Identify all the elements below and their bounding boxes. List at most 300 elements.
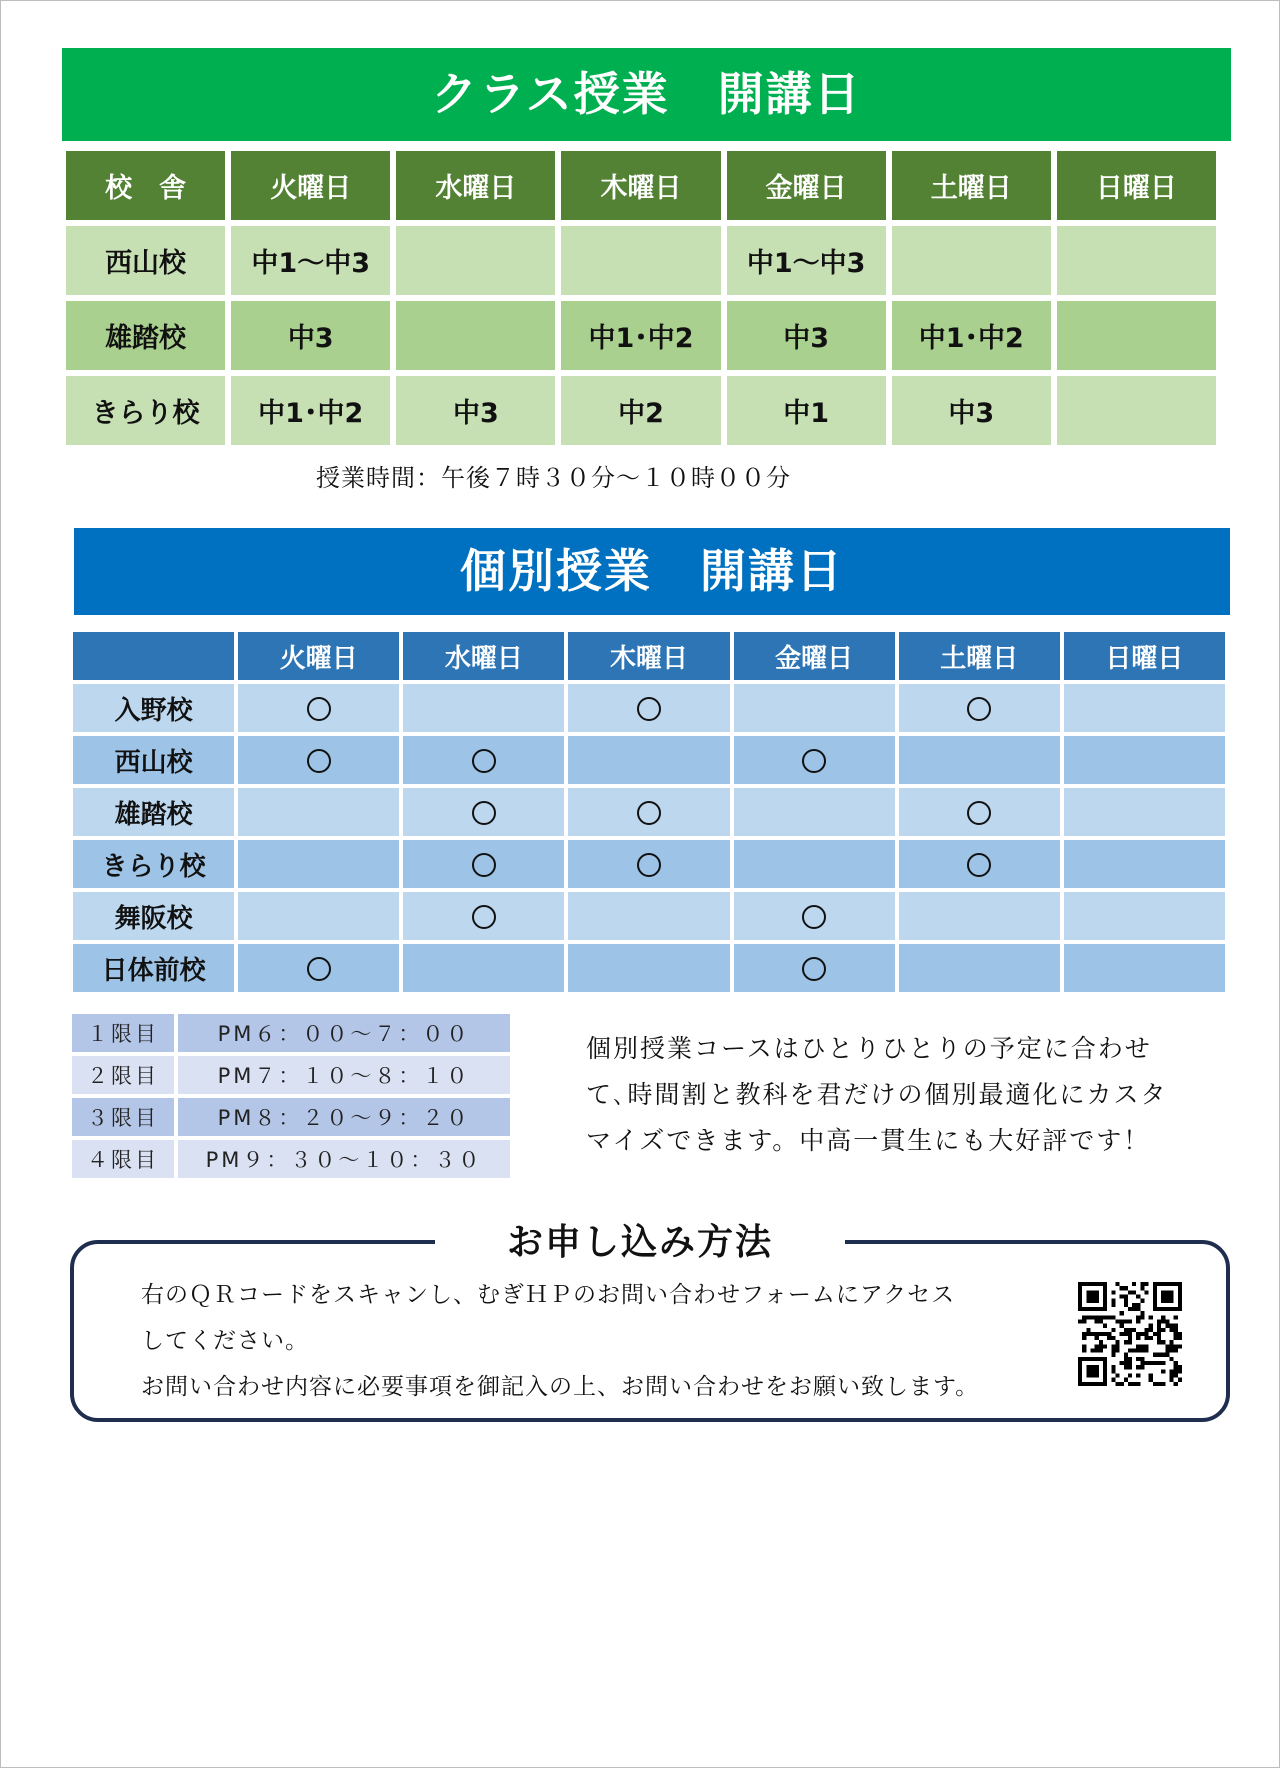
campus-name: 雄踏校 xyxy=(66,301,225,370)
qr-module xyxy=(1132,1349,1136,1353)
qr-module xyxy=(1128,1290,1132,1294)
qr-module xyxy=(1086,1332,1090,1336)
qr-module xyxy=(1124,1319,1128,1323)
qr-module xyxy=(1082,1349,1086,1353)
qr-module xyxy=(1153,1353,1157,1357)
qr-module xyxy=(1178,1369,1182,1373)
table-cell xyxy=(403,840,564,888)
qr-module xyxy=(1157,1324,1161,1328)
table-row xyxy=(73,736,1225,784)
qr-module xyxy=(1082,1315,1086,1319)
qr-module xyxy=(1140,1365,1144,1369)
qr-module xyxy=(1099,1332,1103,1336)
qr-module xyxy=(1140,1311,1144,1315)
column-header: 木曜日 xyxy=(561,151,720,220)
qr-module xyxy=(1170,1344,1174,1348)
table-cell: 中1･中2 xyxy=(561,301,720,370)
qr-module xyxy=(1174,1365,1178,1369)
qr-module xyxy=(1090,1315,1094,1319)
table-row xyxy=(73,944,1225,992)
class-section-title: クラス授業 開講日 xyxy=(62,48,1231,141)
period-times-table xyxy=(68,1010,514,1182)
qr-module xyxy=(1178,1378,1182,1382)
qr-module xyxy=(1103,1332,1107,1336)
qr-module xyxy=(1124,1365,1128,1369)
qr-module xyxy=(1140,1332,1144,1336)
campus-name: 雄踏校 xyxy=(73,788,234,836)
qr-module xyxy=(1128,1340,1132,1344)
table-cell xyxy=(403,788,564,836)
qr-module xyxy=(1082,1336,1086,1340)
table-row xyxy=(72,1098,510,1136)
table-cell xyxy=(1064,736,1225,784)
qr-module xyxy=(1136,1303,1140,1307)
qr-module xyxy=(1132,1290,1136,1294)
application-line: お問い合わせ内容に必要事項を御記入の上、お問い合わせをお願い致します。 xyxy=(141,1374,980,1400)
qr-module xyxy=(1161,1340,1165,1344)
qr-module xyxy=(1165,1353,1169,1357)
qr-module xyxy=(1124,1332,1128,1336)
qr-module xyxy=(1174,1332,1178,1336)
period-label: ３限目 xyxy=(72,1098,174,1136)
individual-table-header xyxy=(73,632,1225,680)
qr-module xyxy=(1120,1286,1124,1290)
table-row xyxy=(72,1140,510,1178)
column-header: 土曜日 xyxy=(892,151,1051,220)
table-cell xyxy=(1057,376,1216,445)
table-cell xyxy=(238,840,399,888)
table-cell xyxy=(1057,226,1216,295)
qr-module xyxy=(1174,1315,1178,1319)
qr-module xyxy=(1136,1382,1140,1386)
qr-module xyxy=(1115,1349,1119,1353)
qr-module xyxy=(1136,1294,1140,1298)
open-day-mark xyxy=(637,853,661,877)
table-cell: 中1･中2 xyxy=(231,376,390,445)
qr-module xyxy=(1124,1286,1128,1290)
table-cell xyxy=(403,736,564,784)
qr-module xyxy=(1111,1290,1115,1294)
qr-module xyxy=(1174,1369,1178,1373)
open-day-mark xyxy=(967,801,991,825)
qr-module xyxy=(1111,1349,1115,1353)
qr-module xyxy=(1145,1328,1149,1332)
qr-module xyxy=(1111,1369,1115,1373)
table-cell xyxy=(734,892,895,940)
table-cell xyxy=(734,736,895,784)
column-header: 火曜日 xyxy=(231,151,390,220)
description-line: て､時間割と教科を君だけの個別最適化にカスタ xyxy=(586,1080,1168,1109)
qr-module xyxy=(1170,1340,1174,1344)
column-header: 日曜日 xyxy=(1064,632,1225,680)
qr-module xyxy=(1086,1365,1098,1377)
qr-module xyxy=(1115,1340,1119,1344)
qr-module xyxy=(1174,1374,1178,1378)
qr-module xyxy=(1115,1319,1119,1323)
table-cell xyxy=(899,736,1060,784)
qr-module xyxy=(1120,1294,1124,1298)
qr-module xyxy=(1178,1365,1182,1369)
qr-module xyxy=(1145,1361,1149,1365)
qr-module xyxy=(1170,1378,1174,1382)
qr-module xyxy=(1145,1349,1149,1353)
table-cell xyxy=(734,684,895,732)
qr-code-icon[interactable] xyxy=(1078,1282,1182,1386)
qr-module xyxy=(1149,1361,1153,1365)
description-line: 個別授業コースはひとりひとりの予定に合わせ xyxy=(586,1034,1152,1063)
qr-module xyxy=(1086,1328,1090,1332)
table-cell xyxy=(1064,892,1225,940)
qr-module xyxy=(1149,1328,1153,1332)
table-cell xyxy=(403,944,564,992)
qr-module xyxy=(1124,1299,1128,1303)
qr-module xyxy=(1124,1353,1128,1357)
table-cell xyxy=(1064,944,1225,992)
qr-module xyxy=(1078,1319,1082,1323)
table-cell xyxy=(238,944,399,992)
qr-module xyxy=(1111,1336,1115,1340)
open-day-mark xyxy=(802,749,826,773)
qr-module xyxy=(1174,1349,1178,1353)
qr-module xyxy=(1136,1332,1140,1336)
campus-name: 日体前校 xyxy=(73,944,234,992)
column-header: 水曜日 xyxy=(396,151,555,220)
table-row xyxy=(73,684,1225,732)
period-label: １限目 xyxy=(72,1014,174,1052)
table-cell xyxy=(892,226,1051,295)
table-cell xyxy=(568,736,729,784)
qr-module xyxy=(1095,1315,1099,1319)
qr-module xyxy=(1136,1344,1140,1348)
class-schedule-table xyxy=(60,145,1222,451)
qr-module xyxy=(1095,1319,1099,1323)
qr-module xyxy=(1178,1336,1182,1340)
qr-module xyxy=(1170,1324,1174,1328)
qr-module xyxy=(1128,1361,1132,1365)
table-cell: 中1 xyxy=(727,376,886,445)
qr-module xyxy=(1157,1332,1161,1336)
table-cell: 中3 xyxy=(231,301,390,370)
qr-module xyxy=(1157,1328,1161,1332)
qr-module xyxy=(1095,1349,1099,1353)
qr-module xyxy=(1140,1344,1144,1348)
qr-module xyxy=(1128,1357,1132,1361)
qr-module xyxy=(1136,1374,1140,1378)
individual-table-body xyxy=(73,684,1225,992)
open-day-mark xyxy=(472,905,496,929)
column-header: 日曜日 xyxy=(1057,151,1216,220)
qr-module xyxy=(1136,1365,1140,1369)
qr-module xyxy=(1157,1340,1161,1344)
qr-module xyxy=(1111,1378,1115,1382)
qr-module xyxy=(1178,1344,1182,1348)
course-description xyxy=(586,1026,1186,1164)
qr-module xyxy=(1140,1357,1144,1361)
qr-module xyxy=(1086,1315,1090,1319)
qr-module xyxy=(1111,1365,1115,1369)
table-row xyxy=(73,892,1225,940)
qr-module xyxy=(1161,1369,1165,1373)
open-day-mark xyxy=(307,957,331,981)
qr-module xyxy=(1157,1353,1161,1357)
table-row xyxy=(72,1014,510,1052)
table-cell xyxy=(403,892,564,940)
table-cell: 中1～中3 xyxy=(231,226,390,295)
qr-module xyxy=(1161,1315,1165,1319)
qr-module xyxy=(1086,1290,1098,1302)
application-title: お申し込み方法 xyxy=(435,1220,845,1266)
qr-module xyxy=(1161,1319,1165,1323)
table-cell: 中2 xyxy=(561,376,720,445)
campus-name: 西山校 xyxy=(73,736,234,784)
qr-module xyxy=(1132,1282,1136,1286)
period-label: ２限目 xyxy=(72,1056,174,1094)
column-header: 火曜日 xyxy=(238,632,399,680)
campus-name: 入野校 xyxy=(73,684,234,732)
qr-module xyxy=(1165,1319,1169,1323)
column-header: 校 舎 xyxy=(66,151,225,220)
qr-module xyxy=(1115,1282,1119,1286)
class-table-header xyxy=(66,151,1216,220)
qr-module xyxy=(1174,1382,1178,1386)
qr-module xyxy=(1145,1336,1149,1340)
qr-module xyxy=(1099,1315,1103,1319)
qr-module xyxy=(1099,1349,1103,1353)
qr-module xyxy=(1170,1369,1174,1373)
qr-module xyxy=(1107,1336,1111,1340)
table-cell: 中3 xyxy=(727,301,886,370)
qr-module xyxy=(1174,1324,1178,1328)
table-cell xyxy=(238,736,399,784)
qr-module xyxy=(1170,1374,1174,1378)
qr-module xyxy=(1115,1344,1119,1348)
qr-module xyxy=(1124,1378,1128,1382)
column-header: 水曜日 xyxy=(403,632,564,680)
qr-module xyxy=(1165,1324,1169,1328)
qr-module xyxy=(1128,1319,1132,1323)
qr-module xyxy=(1136,1315,1140,1319)
qr-module xyxy=(1174,1328,1178,1332)
qr-module xyxy=(1136,1336,1140,1340)
table-cell xyxy=(396,301,555,370)
table-row xyxy=(66,301,1216,370)
qr-module xyxy=(1157,1361,1161,1365)
qr-module xyxy=(1124,1361,1128,1365)
campus-name: きらり校 xyxy=(73,840,234,888)
qr-module xyxy=(1157,1336,1161,1340)
open-day-mark xyxy=(472,749,496,773)
qr-module xyxy=(1170,1357,1174,1361)
table-row xyxy=(72,1056,510,1094)
qr-module xyxy=(1145,1344,1149,1348)
table-cell xyxy=(568,944,729,992)
open-day-mark xyxy=(307,749,331,773)
open-day-mark xyxy=(802,905,826,929)
qr-module xyxy=(1161,1353,1165,1357)
table-cell xyxy=(561,226,720,295)
table-cell xyxy=(568,892,729,940)
qr-module xyxy=(1145,1332,1149,1336)
qr-module xyxy=(1165,1349,1169,1353)
table-cell xyxy=(568,788,729,836)
period-time: PM８：２０～９：２０ xyxy=(178,1098,510,1136)
campus-name: 舞阪校 xyxy=(73,892,234,940)
individual-schedule-table xyxy=(69,628,1229,996)
application-line: してください。 xyxy=(141,1328,309,1354)
qr-module xyxy=(1149,1336,1153,1340)
qr-module xyxy=(1120,1311,1124,1315)
qr-module xyxy=(1132,1382,1136,1386)
table-cell xyxy=(1064,840,1225,888)
table-cell xyxy=(1064,684,1225,732)
qr-module xyxy=(1140,1315,1144,1319)
qr-module xyxy=(1111,1328,1115,1332)
table-row xyxy=(73,840,1225,888)
column-header xyxy=(73,632,234,680)
qr-module xyxy=(1128,1349,1132,1353)
qr-module xyxy=(1128,1374,1132,1378)
individual-section-title: 個別授業 開講日 xyxy=(74,528,1230,615)
qr-module xyxy=(1111,1299,1115,1303)
qr-module xyxy=(1174,1336,1178,1340)
qr-module xyxy=(1140,1349,1144,1353)
table-cell xyxy=(899,684,1060,732)
qr-module xyxy=(1153,1361,1157,1365)
qr-module xyxy=(1111,1315,1115,1319)
qr-module xyxy=(1132,1303,1136,1307)
qr-module xyxy=(1140,1361,1144,1365)
qr-module xyxy=(1124,1357,1128,1361)
qr-module xyxy=(1128,1382,1132,1386)
qr-module xyxy=(1111,1353,1115,1357)
table-cell xyxy=(899,944,1060,992)
qr-module xyxy=(1136,1307,1140,1311)
open-day-mark xyxy=(967,697,991,721)
qr-module xyxy=(1111,1344,1115,1348)
table-cell xyxy=(734,788,895,836)
period-time: PM６：００～７：００ xyxy=(178,1014,510,1052)
table-cell: 中1･中2 xyxy=(892,301,1051,370)
column-header: 金曜日 xyxy=(727,151,886,220)
qr-module xyxy=(1120,1319,1124,1323)
qr-module xyxy=(1103,1315,1107,1319)
qr-module xyxy=(1107,1315,1111,1319)
qr-module xyxy=(1128,1328,1132,1332)
qr-module xyxy=(1095,1344,1099,1348)
table-row xyxy=(73,788,1225,836)
qr-module xyxy=(1140,1282,1144,1286)
table-cell xyxy=(734,840,895,888)
qr-module xyxy=(1149,1315,1153,1319)
qr-module xyxy=(1095,1332,1099,1336)
qr-module xyxy=(1099,1344,1103,1348)
qr-module xyxy=(1161,1382,1165,1386)
qr-module xyxy=(1165,1344,1169,1348)
qr-module xyxy=(1103,1324,1107,1328)
qr-module xyxy=(1128,1307,1132,1311)
period-label: ４限目 xyxy=(72,1140,174,1178)
table-cell xyxy=(899,892,1060,940)
qr-module xyxy=(1099,1340,1103,1344)
table-cell xyxy=(396,226,555,295)
qr-module xyxy=(1124,1340,1128,1344)
table-cell xyxy=(238,684,399,732)
qr-module xyxy=(1124,1328,1128,1332)
qr-module xyxy=(1170,1328,1174,1332)
qr-module xyxy=(1161,1328,1165,1332)
table-cell xyxy=(734,944,895,992)
qr-module xyxy=(1145,1290,1149,1294)
qr-module xyxy=(1120,1332,1124,1336)
table-cell xyxy=(238,892,399,940)
open-day-mark xyxy=(472,853,496,877)
qr-module xyxy=(1120,1324,1124,1328)
qr-module xyxy=(1140,1286,1144,1290)
table-cell: 中1～中3 xyxy=(727,226,886,295)
qr-module xyxy=(1178,1332,1182,1336)
qr-module xyxy=(1170,1349,1174,1353)
table-cell xyxy=(238,788,399,836)
qr-module xyxy=(1111,1303,1115,1307)
qr-module xyxy=(1115,1382,1119,1386)
qr-module xyxy=(1149,1374,1153,1378)
qr-module xyxy=(1157,1319,1161,1323)
qr-module xyxy=(1103,1344,1107,1348)
qr-module xyxy=(1149,1324,1153,1328)
table-cell: 中3 xyxy=(892,376,1051,445)
qr-module xyxy=(1136,1349,1140,1353)
qr-module xyxy=(1107,1332,1111,1336)
open-day-mark xyxy=(967,853,991,877)
table-cell xyxy=(403,684,564,732)
table-cell: 中3 xyxy=(396,376,555,445)
qr-module xyxy=(1140,1299,1144,1303)
qr-module xyxy=(1145,1282,1149,1286)
period-time: PM９：３０～１０：３０ xyxy=(178,1140,510,1178)
qr-module xyxy=(1128,1365,1132,1369)
description-line: マイズできます。中高一貫生にも大好評です！ xyxy=(586,1126,1151,1155)
qr-module xyxy=(1161,1361,1165,1365)
qr-module xyxy=(1128,1336,1132,1340)
column-header: 木曜日 xyxy=(568,632,729,680)
qr-module xyxy=(1099,1319,1103,1323)
open-day-mark xyxy=(472,801,496,825)
class-time-note: 授業時間：午後７時３０分～１０時００分 xyxy=(316,464,791,492)
qr-module xyxy=(1128,1332,1132,1336)
qr-module xyxy=(1136,1319,1140,1323)
qr-module xyxy=(1090,1349,1094,1353)
table-row xyxy=(66,226,1216,295)
qr-module xyxy=(1082,1344,1086,1348)
qr-module xyxy=(1174,1344,1178,1348)
qr-module xyxy=(1120,1361,1124,1365)
qr-module xyxy=(1095,1336,1099,1340)
application-line: 右のＱＲコードをスキャンし、むぎＨＰのお問い合わせフォームにアクセス xyxy=(141,1282,956,1308)
table-cell xyxy=(899,788,1060,836)
open-day-mark xyxy=(802,957,826,981)
qr-module xyxy=(1124,1303,1128,1307)
open-day-mark xyxy=(637,697,661,721)
qr-module xyxy=(1124,1294,1128,1298)
campus-name: きらり校 xyxy=(66,376,225,445)
column-header: 金曜日 xyxy=(734,632,895,680)
open-day-mark xyxy=(637,801,661,825)
qr-module xyxy=(1132,1307,1136,1311)
qr-module xyxy=(1082,1332,1086,1336)
table-cell xyxy=(1057,301,1216,370)
table-cell xyxy=(568,840,729,888)
column-header: 土曜日 xyxy=(899,632,1060,680)
